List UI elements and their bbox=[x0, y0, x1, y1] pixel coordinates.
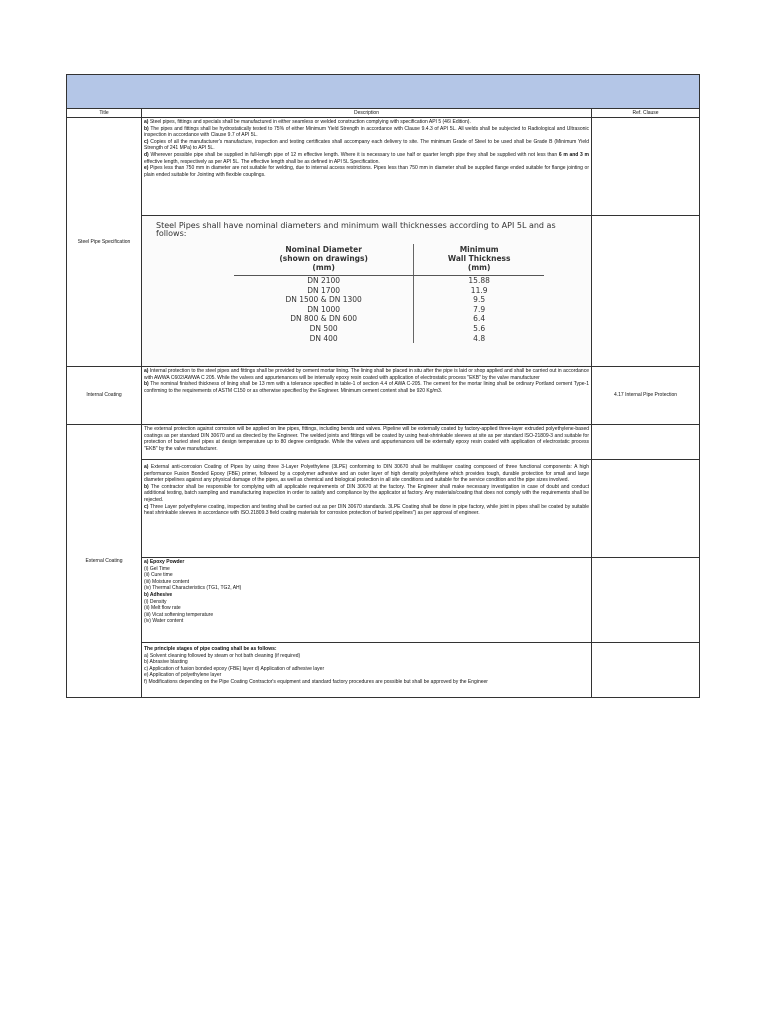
stage-item: a) Solvent cleaning followed by steam or hot bath cleaning (if required) bbox=[144, 652, 301, 659]
epoxy-item: (i) Gel Time bbox=[144, 565, 170, 572]
external-coating-row-3 bbox=[67, 558, 700, 643]
external-ref-cell-1 bbox=[592, 425, 700, 460]
external-item-c: c) Three Layer polyethylene coating, inspection and testing shall be carried out as per DIN 30670 standards. 3LPE Coating shall be done in pipe factory, while joint in pipes shall be coated by suitable heat shrinkable sleeves in accordance with ISO.21809.3 field coating materials for corrosion protection of buried pipelines") as per approval of engineer. bbox=[144, 503, 589, 517]
external-coating-row-1 bbox=[67, 425, 700, 460]
external-ref-cell-2 bbox=[592, 460, 700, 558]
steel-ref-cell-2 bbox=[592, 216, 700, 367]
external-coating-requirements bbox=[142, 460, 592, 558]
epoxy-item: (iv) Thermal Characteristics (TG1, TG2, AH) bbox=[144, 585, 242, 592]
external-ref-cell-4 bbox=[592, 643, 700, 698]
external-item-b: b) The contractor shall be responsible for complying with all applicable requirements of DIN 30670 at the factory. The Engineer shall make necessary investigation in case of doubt and conduct additional testing, batch sampling and manufacturing inspection in order to satisfy and compliance by the applicator at factory. Any materials/coating that does not comply with the requirements shall be rejected. bbox=[144, 483, 589, 503]
steel-pipe-row-2 bbox=[67, 216, 700, 367]
adhesive-item: (ii) Melt flow rate bbox=[144, 605, 181, 612]
title-column-header: Title bbox=[67, 109, 142, 118]
pipe-row: DN 800 & DN 600 6.4 bbox=[234, 314, 544, 324]
specification-table bbox=[66, 74, 700, 698]
internal-coating-description bbox=[142, 367, 592, 425]
external-coating-intro: The external protection against corrosion will be applied on line pipes, fittings, including bends and valves. Pipeline will be externally coated by factory-applied three-layer extruded polyethylene-based coatings as per standard DIN 30670 and as directed by the Engineer. The welded joints and fittings will be coated by using heat-shrinkable sleeves at site as per standard ISO-21809-3 and suitable for protection of buried steel pipes at design temperature up to 80 degree centigrade. While the valves and appurtenances will be externally epoxy resin coated with application of electrostatic process "EKB" by the valve manufacturer. bbox=[142, 425, 592, 460]
external-ref-cell-3 bbox=[592, 558, 700, 643]
banner-cell bbox=[67, 75, 700, 109]
stage-item: b) Abrasive blasting bbox=[144, 659, 188, 666]
column-header-row bbox=[67, 109, 700, 118]
pipe-row: DN 2100 15.88 bbox=[234, 276, 544, 286]
wall-thickness-header: Minimum Wall Thickness (mm) bbox=[414, 244, 544, 276]
steel-pipe-title: Steel Pipe Specification bbox=[67, 118, 142, 367]
external-item-a: a) External anti-corrosion Coating of Pipes by using three 3-Layer Polyethylene (3LPE) conforming to DIN 30670 shall be multilayer coating composed of three functional components: A high performance Fusion Bonded Epoxy (FBE) primer, followed by a copolymer adhesive and an outer layer of high density polyethylene which provides tough, durable protection for small and large diameter pipelines against any physical damage of the pipes, as well as chemical and biological protection in all site conditions and suitable for the service condition and the pipe sizes involved. bbox=[144, 464, 589, 484]
steel-item-c: c) Copies of all the manufacturer's manufacture, inspection and testing certificates shall accompany each delivery to site. The minimum Grade of Steel to be used shall be Grade B (Minimum Yield Strength of 241 MPa) to API 5L. bbox=[144, 138, 589, 152]
internal-coating-row bbox=[67, 367, 700, 425]
nominal-diameter-header: Nominal Diameter (shown on drawings) (mm) bbox=[234, 244, 414, 276]
epoxy-item: (iii) Moisture content bbox=[144, 578, 190, 585]
steel-item-d: d) Wherever possible pipe shall be supplied in full-length pipe of 12 m effective length. Where it is necessary to use half or quarter length pipe they shall be supplied with not less than 6 m and 3 m effective length, respectively as per API 5L. The effective length shall be as defined in API 5L Specification. bbox=[144, 151, 589, 165]
pipe-row: DN 1500 & DN 1300 9.5 bbox=[234, 295, 544, 305]
steel-item-e: e) Pipes less than 750 mm in diameter are not suitable for welding, due to internal access restrictions. Pipes less than 750 mm in diameter shall be supplied flange ended suitable for flange jointing or plain ended suitable for Jointing with flexible couplings. bbox=[144, 165, 589, 178]
internal-coating-title: Internal Coating bbox=[67, 367, 142, 425]
internal-item-a: a) Internal protection to the steel pipes and fittings shall be provided by cement mortar lining. The lining shall be placed in situ after the pipe is laid or shop applied and shall be carried out in accordance with AWWA C602/AWWA C 205. While the valves and appurtenances will be internally epoxy resin coated with application of electrostatic process "EKB" by the valve manufacturer bbox=[144, 368, 589, 381]
pipe-row: DN 1700 11.9 bbox=[234, 286, 544, 296]
pipe-row: DN 1000 7.9 bbox=[234, 305, 544, 315]
stage-item: f) Modifications depending on the Pipe Coating Contractor's equipment and standard factory procedures are possible but shall be approved by the Engineer bbox=[144, 678, 488, 685]
ref-clause-column-header: Ref. Clause bbox=[592, 109, 700, 118]
stages-heading: The principle stages of pipe coating shall be as follows: bbox=[144, 646, 277, 652]
steel-ref-cell-1 bbox=[592, 118, 700, 216]
pipe-row: DN 500 5.6 bbox=[234, 324, 544, 334]
stage-item: c) Application of fusion bonded epoxy (FBE) layer d) Application of adhesive layer bbox=[144, 665, 325, 672]
steel-item-b: b) The pipes and fittings shall be hydrostatically tested to 75% of either Minimum Yield Strength in accordance with Clause 9.4.3 of API 5L. All welds shall be subjected to Radiological and Ultrasonic inspection in accordance with Clause 9.7 of API 5L. bbox=[144, 125, 589, 139]
pipe-thickness-table bbox=[234, 244, 544, 343]
description-column-header: Description bbox=[142, 109, 592, 118]
steel-item-a: a) Steel pipes, fittings and specials shall be manufactured in either seamless or welded construction complying with specification API 5 (46\ Edition). bbox=[144, 119, 471, 125]
stage-item: e) Application of polyethylene layer bbox=[144, 672, 222, 679]
external-coating-row-4 bbox=[67, 643, 700, 698]
external-coating-title: External Coating bbox=[67, 425, 142, 698]
external-coating-row-2 bbox=[67, 460, 700, 558]
pipe-figure-intro: Steel Pipes shall have nominal diameters and minimum wall thicknesses according to API 5L and as follows: bbox=[156, 221, 556, 238]
internal-coating-ref: 4.17 Internal Pipe Protection bbox=[592, 367, 700, 425]
adhesive-heading: b) Adhesive bbox=[144, 591, 173, 598]
epoxy-heading: a) Epoxy Powder bbox=[144, 559, 185, 565]
steel-pipe-description bbox=[142, 118, 592, 216]
adhesive-item: (iv) Water content bbox=[144, 618, 184, 625]
pipe-row: DN 400 4.8 bbox=[234, 334, 544, 344]
pipe-thickness-figure bbox=[142, 216, 592, 367]
header-banner bbox=[67, 75, 700, 109]
epoxy-item: (ii) Cure time bbox=[144, 572, 173, 579]
adhesive-item: (iii) Vicat softening temperature bbox=[144, 611, 214, 618]
steel-pipe-row-1 bbox=[67, 118, 700, 216]
coating-material-tests bbox=[142, 558, 592, 643]
adhesive-item: (i) Density bbox=[144, 598, 167, 605]
internal-item-b: b) The nominal finished thickness of lining shall be 13 mm with a tolerance specified in table-1 of section 4.4 of AWA C-205. The cement for the mortar lining shall be ordinary Portland cement Type-1 confirming to the requirements of ASTM C150 or as otherwise specified by the Engineer. Minimum cement content shall be 920 Kg/m3. bbox=[144, 381, 589, 394]
coating-stages bbox=[142, 643, 592, 698]
